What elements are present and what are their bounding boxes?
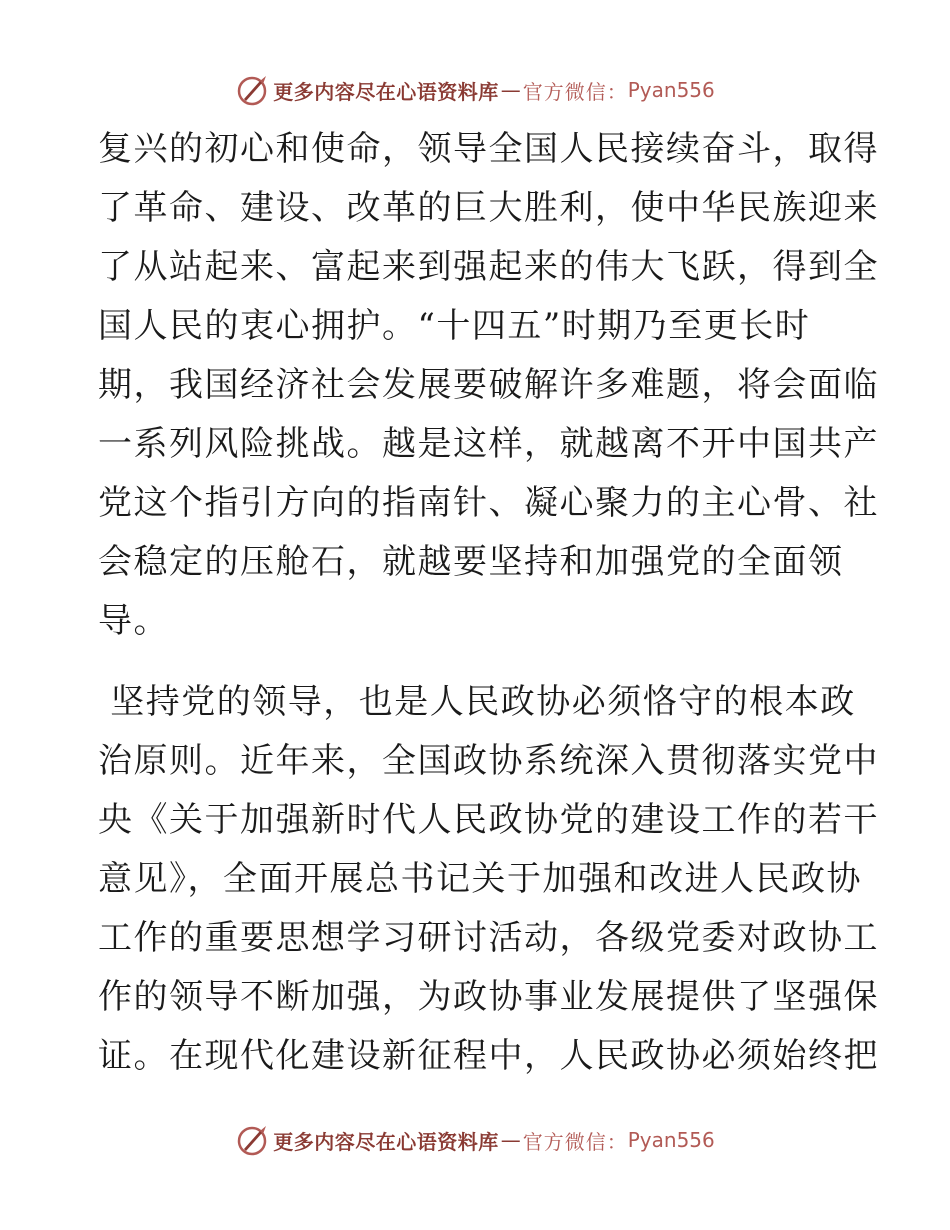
watermark-account: Pyan556 (627, 1128, 715, 1152)
text-line: 期，我国经济社会发展要破解许多难题，将会面临 (98, 365, 879, 405)
paragraph (98, 673, 879, 1086)
watermark-account: Pyan556 (627, 78, 715, 102)
watermark-separator: — (500, 1128, 521, 1152)
text-line: 了革命、建设、改革的巨大胜利，使中华民族迎来 (98, 188, 879, 228)
paragraph-gap (98, 651, 858, 673)
watermark-separator: — (500, 78, 521, 102)
text-line: 央《关于加强新时代人民政协党的建设工作的若干 (98, 800, 879, 840)
footer-watermark (0, 1120, 950, 1160)
text-line: 坚持党的领导，也是人民政协必须恪守的根本政 (98, 682, 856, 722)
watermark-main-text: 更多内容尽在心语资料库 (273, 79, 499, 104)
text-line: 作的领导不断加强，为政协事业发展提供了坚强保 (98, 977, 879, 1017)
text-line: 导。 (98, 601, 169, 641)
text-line: 复兴的初心和使命，领导全国人民接续奋斗，取得 (98, 129, 879, 169)
text-line: 党这个指引方向的指南针、凝心聚力的主心骨、社 (98, 483, 879, 523)
header-watermark (0, 70, 950, 110)
text-line: 意见》，全面开展总书记关于加强和改进人民政协 (98, 859, 862, 899)
text-line: 证。在现代化建设新征程中，人民政协必须始终把 (98, 1036, 879, 1076)
feather-pen-logo-icon (235, 73, 269, 107)
watermark-main-text: 更多内容尽在心语资料库 (273, 1129, 499, 1154)
paragraph (98, 120, 879, 651)
watermark-wechat-label: 官方微信： (522, 1129, 628, 1154)
watermark-wechat-label: 官方微信： (522, 79, 628, 104)
body-text (98, 120, 879, 1086)
text-line: 一系列风险挑战。越是这样，就越离不开中国共产 (98, 424, 879, 464)
text-line: 会稳定的压舱石，就越要坚持和加强党的全面领 (98, 542, 844, 582)
feather-pen-logo-icon (235, 1123, 269, 1157)
text-line: 了从站起来、富起来到强起来的伟大飞跃，得到全 (98, 247, 879, 287)
text-line: 国人民的衷心拥护。“十四五”时期乃至更长时 (98, 306, 811, 346)
text-line: 工作的重要思想学习研讨活动，各级党委对政协工 (98, 918, 879, 958)
text-line: 治原则。近年来，全国政协系统深入贯彻落实党中 (98, 741, 879, 781)
